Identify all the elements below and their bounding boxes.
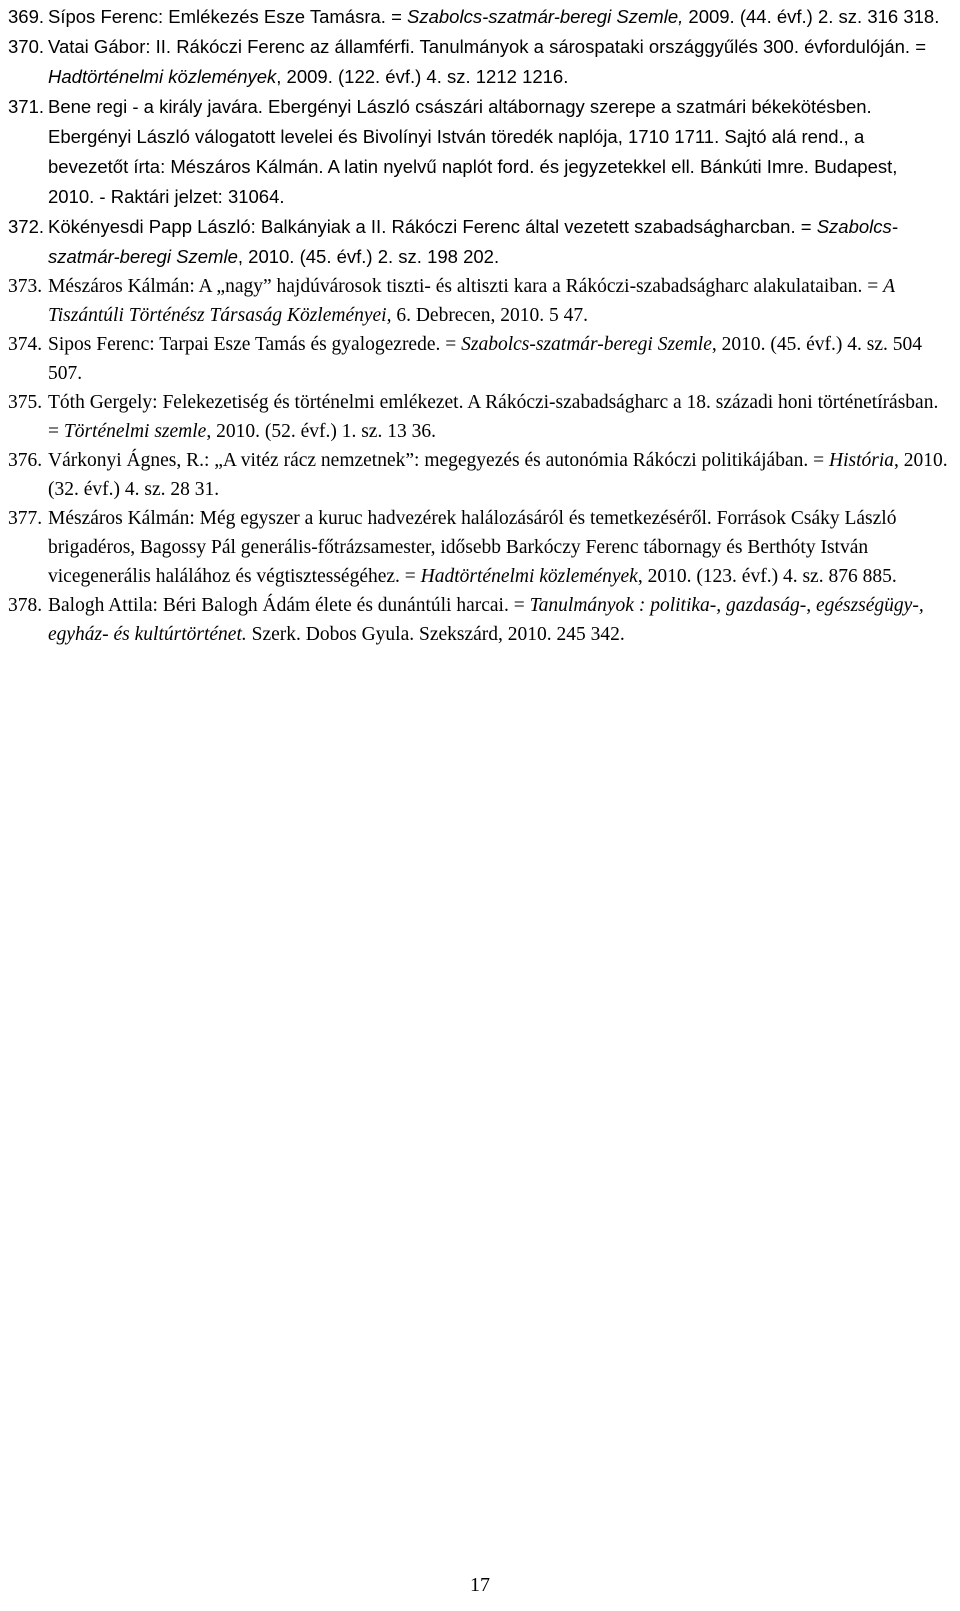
- page-number: 17: [470, 1574, 490, 1596]
- entry-text: [48, 216, 898, 267]
- bibliography-entry: [8, 212, 948, 272]
- entry-source-title: A Tiszántúli Történész Társaság Közleményei,: [48, 276, 895, 326]
- entry-text-segment: Balogh Attila: Béri Balogh Ádám élete és dunántúli harcai. =: [48, 595, 530, 616]
- entry-text-segment: Kökényesdi Papp László: Balkányiak a II. Rákóczi Ferenc által vezetett szabadságharcban. =: [48, 216, 817, 237]
- entry-text-segment: 6. Debrecen, 2010. 5 47.: [391, 305, 589, 326]
- bibliography-entry: [8, 504, 948, 591]
- entry-text: [48, 595, 924, 645]
- bibliography-entry: [8, 272, 948, 330]
- entry-number: 371.: [8, 96, 45, 117]
- entry-number: 375.: [8, 392, 43, 413]
- bibliography-entry: [8, 446, 948, 504]
- bibliography-entry: [8, 2, 948, 32]
- entry-text-segment: , 2010. (32. évf.) 4. sz. 28 31.: [48, 450, 948, 500]
- entry-source-title: História: [828, 450, 894, 471]
- entry-text: [48, 6, 939, 27]
- entry-text-segment: Vatai Gábor: II. Rákóczi Ferenc az államférfi. Tanulmányok a sárospataki országgyűlés 300. évfordulóján. =: [48, 36, 927, 57]
- entry-text-segment: Szerk. Dobos Gyula. Szekszárd, 2010. 245 342.: [246, 624, 625, 645]
- entry-number: 378.: [8, 595, 43, 616]
- entry-source-title: Szabolcs-szatmár-beregi Szemle: [48, 216, 898, 267]
- entry-number: 372.: [8, 216, 45, 237]
- bibliography-list: [8, 2, 948, 649]
- entry-number: 369.: [8, 6, 45, 27]
- entry-text: [48, 392, 938, 442]
- entry-text-segment: Mészáros Kálmán: A „nagy” hajdúvárosok tiszti- és altiszti kara a Rákóczi-szabadságharc alakulataiban. =: [48, 276, 884, 297]
- entry-number: 373.: [8, 276, 43, 297]
- entry-text-segment: Tóth Gergely: Felekezetiség és történelmi emlékezet. A Rákóczi-szabadságharc a 18. századi honi történetírásban. =: [48, 392, 939, 442]
- entry-text: [48, 450, 948, 500]
- entry-number: 377.: [8, 508, 43, 529]
- entry-text-segment: , 2010. (45. évf.) 4. sz. 504 507.: [48, 334, 922, 384]
- entry-text-segment: , 2009. (122. évf.) 4. sz. 1212 1216.: [276, 66, 569, 87]
- entry-text-segment: , 2010. (52. évf.) 1. sz. 13 36.: [206, 421, 436, 442]
- bibliography-entry: [8, 330, 948, 388]
- entry-text: [48, 508, 897, 587]
- entry-number: 376.: [8, 450, 43, 471]
- entry-text-segment: Bene regi - a király javára. Ebergényi László császári altábornagy szerepe a szatmári békekötésben. Ebergényi László válogatott levelei és Bivolínyi István töredék naplója, 1710 1711. Sajtó alá rend., a bevezetőt írta: Mészáros Kálmán. A latin nyelvű naplót ford. és jegyzetekkel ell. Bánkúti Imre. Budapest, 2010. - Raktári jelzet: 31064.: [48, 96, 898, 207]
- entry-number: 374.: [8, 334, 43, 355]
- entry-text: [48, 334, 922, 384]
- entry-text-segment: Várkonyi Ágnes, R.: „A vitéz rácz nemzetnek”: megegyezés és autonómia Rákóczi politikájában. =: [48, 450, 829, 471]
- entry-text-segment: , 2010. (45. évf.) 2. sz. 198 202.: [237, 246, 500, 267]
- bibliography-entry: [8, 388, 948, 446]
- entry-text: [48, 36, 926, 87]
- entry-source-title: Hadtörténelmi közlemények: [420, 566, 638, 587]
- entry-number: 370.: [8, 36, 45, 57]
- entry-text-segment: 2009. (44. évf.) 2. sz. 316 318.: [683, 6, 940, 27]
- entry-source-title: Szabolcs-szatmár-beregi Szemle: [461, 334, 712, 355]
- entry-source-title: Szabolcs-szatmár-beregi Szemle,: [407, 6, 684, 27]
- entry-source-title: Történelmi szemle: [63, 421, 207, 442]
- entry-source-title: Tanulmányok : politika-, gazdaság-, egészségügy-, egyház- és kultúrtörténet.: [48, 595, 924, 645]
- entry-text: [48, 276, 895, 326]
- entry-text-segment: Sipos Ferenc: Tarpai Esze Tamás és gyalogezrede. =: [48, 334, 462, 355]
- entry-text-segment: Mészáros Kálmán: Még egyszer a kuruc hadvezérek halálozásáról és temetkezéséről. Források Csáky László brigadéros, Bagossy Pál generális-főtrázsamester, idősebb Barkóczy Ferenc tábornagy és Berthóty István vicegenerális halálához és végtisztességéhez. =: [48, 508, 897, 587]
- entry-text-segment: Sípos Ferenc: Emlékezés Esze Tamásra. =: [48, 6, 408, 27]
- bibliography-entry: [8, 92, 948, 212]
- entry-source-title: Hadtörténelmi közlemények: [48, 66, 277, 87]
- bibliography-entry: [8, 591, 948, 649]
- bibliography-entry: [8, 32, 948, 92]
- entry-text-segment: , 2010. (123. évf.) 4. sz. 876 885.: [637, 566, 897, 587]
- entry-text: [48, 96, 897, 207]
